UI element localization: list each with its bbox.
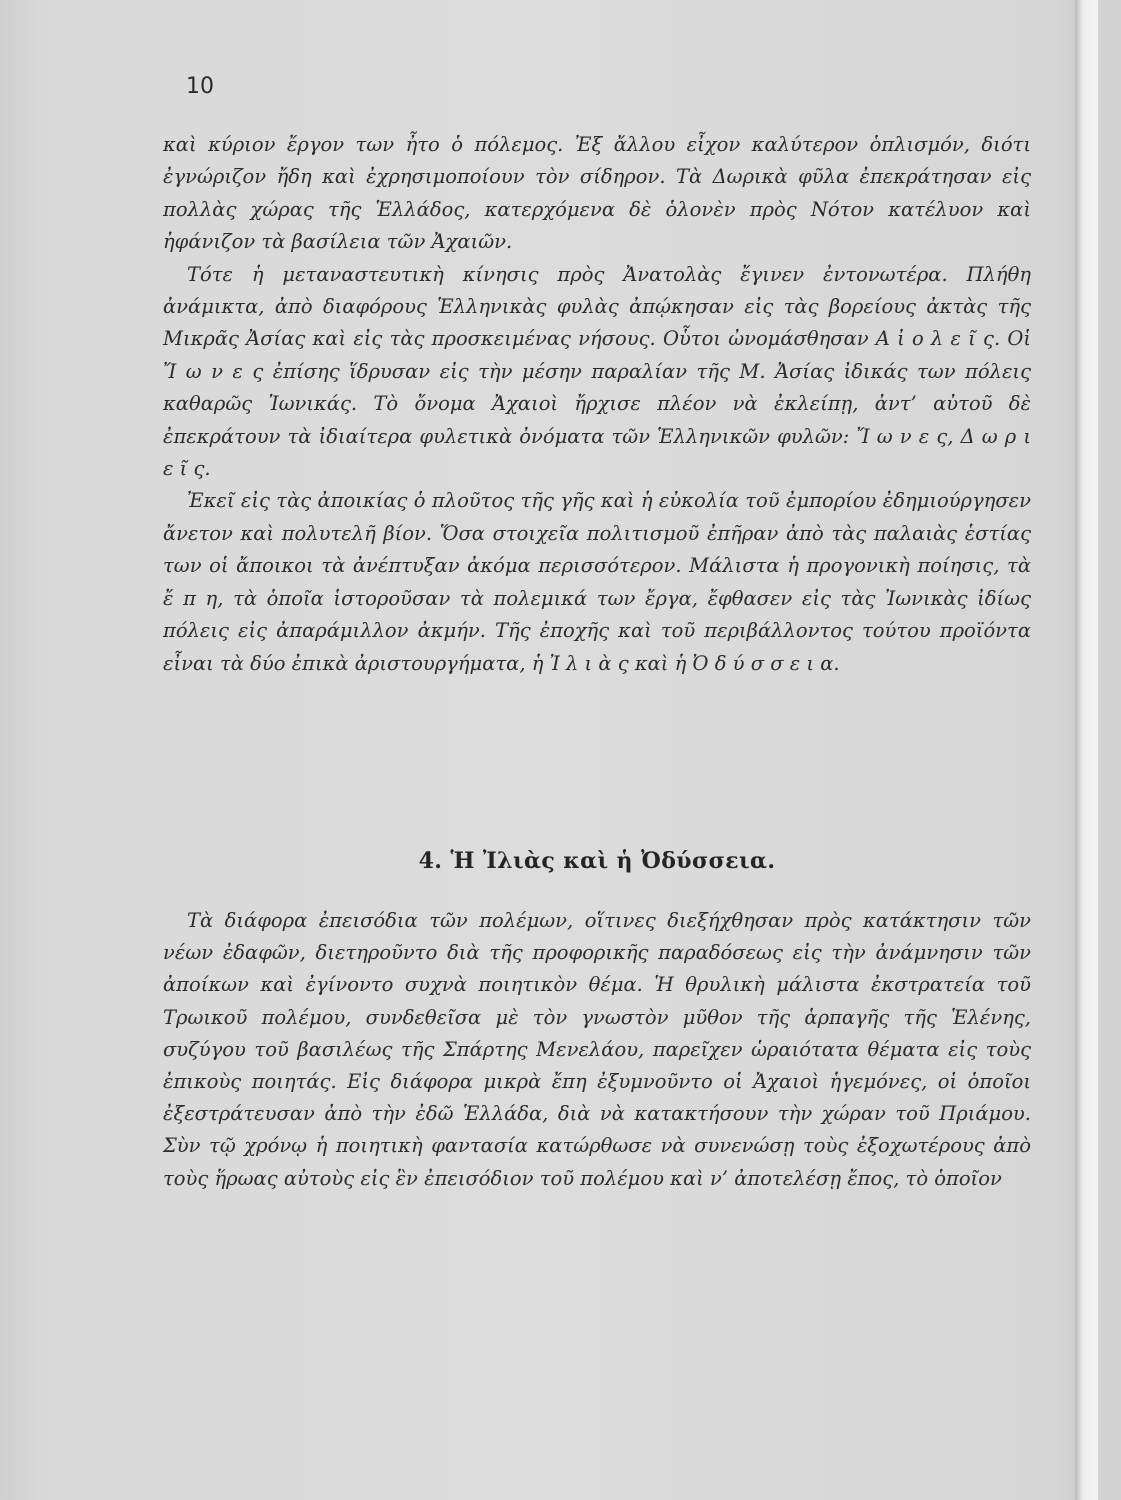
- body-text-after-heading: [163, 905, 1031, 1195]
- page-number: 10: [186, 74, 214, 99]
- body-text-before-heading: [163, 129, 1031, 680]
- paragraph-3: Ἐκεῖ εἰς τὰς ἀποικίας ὁ πλοῦτος τῆς γῆς καὶ ἡ εὐκολία τοῦ ἐμπορίου ἐδημιούργησεν ἄνετον καὶ πολυτελῆ βίον. Ὅσα στοιχεῖα πολιτισμοῦ ἐπῆραν ἀπὸ τὰς παλαιὰς ἑστίας των οἱ ἄποικοι τὰ ἀνέπτυξαν ἀκόμα περισσότερον. Μάλιστα ἡ προγονικὴ ποίησις, τὰ ἔ π η, τὰ ὁποῖα ἱστοροῦσαν τὰ πολεμικά των ἔργα, ἔφθασεν εἰς τὰς Ἰωνικὰς ἰδίως πόλεις εἰς ἀπαράμιλλον ἀκμήν. Τῆς ἐποχῆς καὶ τοῦ περιβάλλοντος τούτου προϊόντα εἶναι τὰ δύο ἐπικὰ ἀριστουργήματα, ἡ Ἰ λ ι ὰ ς καὶ ἡ Ὀ δ ύ σ σ ε ι α.: [163, 489, 1031, 675]
- page-edge: [1075, 0, 1098, 1500]
- paragraph-4: Τὰ διάφορα ἐπεισόδια τῶν πολέμων, οἵτινες διεξήχθησαν πρὸς κατάκτησιν τῶν νέων ἐδαφῶν, διετηροῦντο διὰ τῆς προφορικῆς παραδόσεως εἰς τὴν ἀνάμνησιν τῶν ἀποίκων καὶ ἐγίνοντο συχνὰ ποιητικὸν θέμα. Ἡ θρυλικὴ μάλιστα ἐκστρατεία τοῦ Τρωικοῦ πολέμου, συνδεθεῖσα μὲ τὸν γνωστὸν μῦθον τῆς ἁρπαγῆς τῆς Ἑλένης, συζύγου τοῦ βασιλέως τῆς Σπάρτης Μενελάου, παρεῖχεν ὡραιότατα θέματα εἰς τοὺς ἐπικοὺς ποιητάς. Εἰς διάφορα μικρὰ ἔπη ἐξυμνοῦντο οἱ Ἀχαιοὶ ἡγεμόνες, οἱ ὁποῖοι ἐξεστράτευσαν ἀπὸ τὴν ἐδῶ Ἑλλάδα, διὰ νὰ κατακτήσουν τὴν χώραν τοῦ Πριάμου. Σὺν τῷ χρόνῳ ἡ ποιητικὴ φαντασία κατώρθωσε νὰ συνενώσῃ τοὺς ἐξοχωτέρους ἀπὸ τοὺς ἥρωας αὐτοὺς εἰς ἓν ἐπεισόδιον τοῦ πολέμου καὶ ν’ ἀποτελέσῃ ἔπος, τὸ ὁποῖον: [163, 909, 1031, 1190]
- paragraph-1: καὶ κύριον ἔργον των ἦτο ὁ πόλεμος. Ἐξ ἄλλου εἶχον καλύτερον ὁπλισμόν, διότι ἐγνώριζον ἤδη καὶ ἐχρησιμοποίουν τὸν σίδηρον. Τὰ Δωρικὰ φῦλα ἐπεκράτησαν εἰς πολλὰς χώρας τῆς Ἑλλάδος, κατερχόμενα δὲ ὁλονὲν πρὸς Νότον κατέλυον καὶ ἠφάνιζον τὰ βασίλεια τῶν Ἀχαιῶν.: [163, 133, 1031, 254]
- paragraph-2: Τότε ἡ μεταναστευτικὴ κίνησις πρὸς Ἀνατολὰς ἔγινεν ἐντονωτέρα. Πλήθη ἀνάμικτα, ἀπὸ διαφόρους Ἑλληνικὰς φυλὰς ἀπῴκησαν εἰς τὰς βορείους ἀκτὰς τῆς Μικρᾶς Ἀσίας καὶ εἰς τὰς προσκειμένας νήσους. Οὗτοι ὠνομάσθησαν Α ἰ ο λ ε ῖ ς. Οἱ Ἴ ω ν ε ς ἐπίσης ἵδρυσαν εἰς τὴν μέσην παραλίαν τῆς Μ. Ἀσίας ἰδικάς των πόλεις καθαρῶς Ἰωνικάς. Τὸ ὄνομα Ἀχαιοὶ ἤρχισε πλέον νὰ ἐκλείπῃ, ἀντ’ αὐτοῦ δὲ ἐπεκράτουν τὰ ἰδιαίτερα φυλετικὰ ὀνόματα τῶν Ἑλληνικῶν φυλῶν: Ἴ ω ν ε ς, Δ ω ρ ι ε ῖ ς.: [163, 262, 1031, 481]
- section-heading: 4. Ἡ Ἰλιὰς καὶ ἡ Ὀδύσσεια.: [418, 848, 776, 874]
